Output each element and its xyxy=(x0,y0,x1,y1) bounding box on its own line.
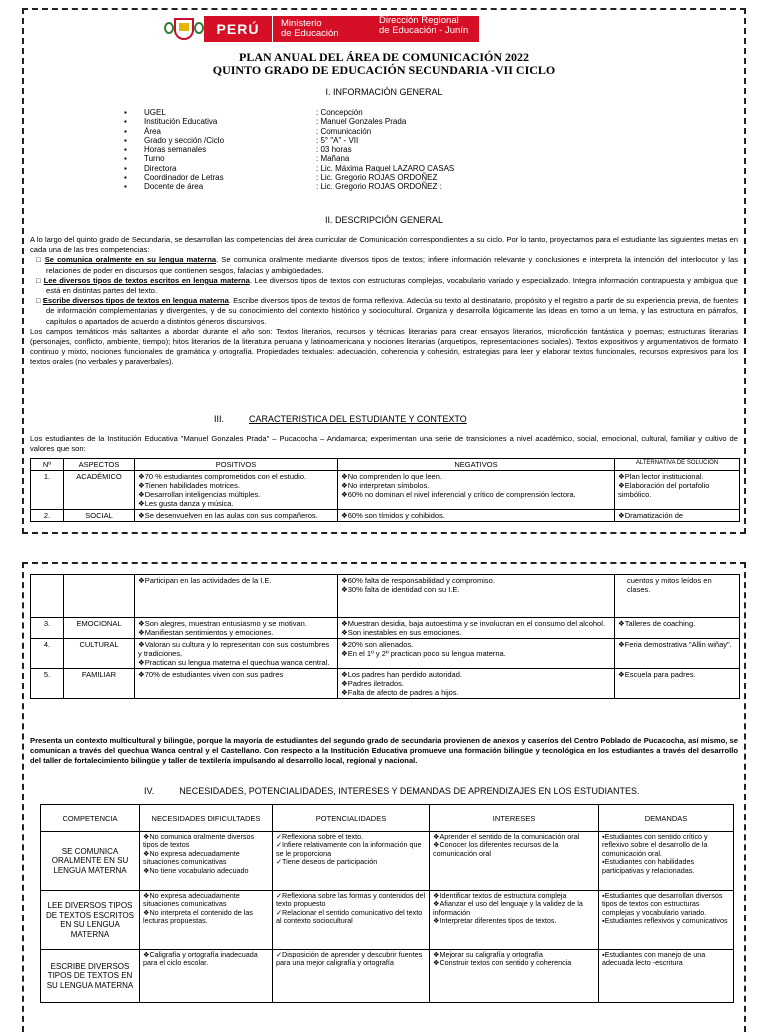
info-row xyxy=(124,145,454,154)
cell-item: ✓ Relacionar el sentido comunicativo del texto al contexto sociocultural xyxy=(276,909,426,926)
info-key: Área xyxy=(144,126,161,136)
row-number xyxy=(31,575,64,618)
solution-cell xyxy=(615,510,740,522)
multicultural-context: Presenta un contexto multicultural y bilingüe, porque la mayoría de estudiantes del segundo grado de secundaria provienen de anexos y caseríos del Centro Poblado de Pucacocha, así mismo, se comunican a través del quechua Wanca central y el Castellano. Con respecto a la Institución Educativa promueve una formación bilingüe y tecnológica en los estudiantes a través del desarrollo del taller de fortalecimiento bilingüe y taller de textilería impulsando al desarrollo local, regional y nacional. xyxy=(30,736,738,766)
cell-item: ❖ Identificar textos de estructura compleja xyxy=(433,892,595,900)
interests-cell xyxy=(430,832,599,891)
section-1-heading: I. INFORMACIÓN GENERAL xyxy=(325,87,443,97)
section-2-heading: II. DESCRIPCIÓN GENERAL xyxy=(324,215,444,225)
info-value: : Lic. Gregorio ROJAS ORDOÑEZ : xyxy=(316,182,442,192)
document-page-1 xyxy=(22,8,746,534)
cell-item: ❖ Talleres de coaching. xyxy=(618,619,736,628)
solution-cell: cuentos y mitos leídos en clases. xyxy=(615,575,740,618)
info-row xyxy=(124,117,454,126)
thematic-fields: Los campos temáticos más saltantes a abordar durante el año son: Textos literarios, recursos y técnicas literarias para crear ensayos literarios, microficción fantástica y poemas; estructuras literarias (personajes, conflicto, ambiente, tiempo); hitos literarios de la literatura peruana y latinoamericana y nociones literarias (arquetipos, representaciones sociales). Textos expositivos y argumentativos de formato continuo y mixto, nociones funcionales de gramática y ortografía. Propiedades textuales: adecuación, coherencia y cohesión, estrategias para leer y elaborar textos funcionales, recursos expresivos para los textos orales (no verbales y paraverbales). xyxy=(30,326,738,367)
bullet-icon: ▪ xyxy=(124,108,127,117)
info-value: : Lic. Máxima Raquel LAZARO CASAS xyxy=(316,163,455,173)
info-value: : Lic. Gregorio ROJAS ORDOÑEZ xyxy=(316,173,438,183)
cell-item: ❖ Mejorar su caligrafía y ortografía xyxy=(433,951,595,959)
info-key: UGEL xyxy=(144,108,166,117)
positives-cell xyxy=(135,669,338,699)
cell-item: ❖ Valoran su cultura y lo representan con sus costumbres y tradiciones. xyxy=(138,640,334,658)
cell-item: ❖ Construir textos con sentido y coherencia xyxy=(433,959,595,967)
row-number: 5. xyxy=(31,669,64,699)
solution-cell xyxy=(615,669,740,699)
info-row xyxy=(124,108,454,117)
cell-item: ❖ 70% de estudiantes viven con sus padres xyxy=(138,670,334,679)
row-number: 4. xyxy=(31,639,64,669)
col-demandas: DEMANDAS xyxy=(599,805,734,832)
cell-item: ❖ Elaboración del portafolio simbólico. xyxy=(618,481,736,499)
plan-title: PLAN ANUAL DEL ÁREA DE COMUNICACIÓN 2022 xyxy=(238,50,530,64)
info-row xyxy=(124,164,454,173)
positives-cell xyxy=(135,510,338,522)
negatives-cell xyxy=(338,639,615,669)
info-value: : Mañana xyxy=(316,154,350,164)
cell-item: ❖ Afianzar el uso del lenguaje y la validez de la información xyxy=(433,900,595,917)
col-alternativa: ALTERNATIVA DE SOLUCION xyxy=(615,459,740,471)
col-necesidades: NECESIDADES DIFICULTADES xyxy=(140,805,273,832)
demands-cell xyxy=(599,891,734,950)
row-number: 2. xyxy=(31,510,64,522)
demands-cell xyxy=(599,832,734,891)
needs-cell xyxy=(140,832,273,891)
cell-item: ❖ No expresa adecuadamente situaciones comunicativas xyxy=(143,850,269,867)
potentials-cell xyxy=(273,891,430,950)
cell-item: ❖ Caligrafía y ortografía inadecuada para el ciclo escolar. xyxy=(143,951,269,968)
row-number: 1. xyxy=(31,471,64,510)
cell-item: ✓ Tiene deseos de participación xyxy=(276,858,426,866)
cell-item: ❖ Los padres han perdido autoridad. xyxy=(341,670,611,679)
cell-item: ❖ Se desenvuelven en las aulas con sus compañeros. xyxy=(138,511,334,520)
aspect-name: ACADÉMICO xyxy=(64,471,135,510)
cell-item: ❖ Participan en las actividades de la I.E. xyxy=(138,576,334,585)
info-key: Horas semanales xyxy=(144,145,207,155)
negatives-cell xyxy=(338,471,615,510)
cell-item: ❖ Escuela para padres. xyxy=(618,670,736,679)
table-row xyxy=(31,471,740,510)
info-key: Turno xyxy=(144,154,165,164)
positives-cell xyxy=(135,618,338,639)
needs-cell xyxy=(140,891,273,950)
negatives-cell xyxy=(338,575,615,618)
cell-item: ❖ No interpreta el contenido de las lecturas propuestas. xyxy=(143,909,269,926)
cell-item: ❖ No expresa adecuadamente situaciones comunicativas xyxy=(143,892,269,909)
cell-item: ▪ Estudiantes con sentido crítico y reflexivo sobre el desarrollo de la comunicación oral. xyxy=(602,833,730,858)
document-page-2 xyxy=(22,562,746,1032)
peru-coat-of-arms-icon xyxy=(164,16,204,42)
cell-item: ❖ Aprender el sentido de la comunicación oral xyxy=(433,833,595,841)
cell-item: ✓ Reflexiona sobre el texto. xyxy=(276,833,426,841)
info-key: Grado y sección /Ciclo xyxy=(144,135,225,145)
positives-cell xyxy=(135,639,338,669)
table-row xyxy=(31,639,740,669)
cell-item: ❖ Muestran desidia, baja autoestima y se involucran en el consumo del alcohol. xyxy=(341,619,611,628)
cell-item: ❖ Dramatización de xyxy=(618,511,736,520)
info-row xyxy=(124,136,454,145)
cell-item: ❖ Practican su lengua materna el quechua wanca central. xyxy=(138,658,334,667)
col-n: Nº xyxy=(31,459,64,471)
col-positivos: POSITIVOS xyxy=(135,459,338,471)
competence-oral: □ Se comunica oralmente en su lengua materna. Se comunica oralmente mediante diversos tipos de textos; infiere información relevante y conclusiones e interpreta la intención del interlocutor y las relaciones de poder en discursos que contienen sesgos, falacias y ambigüedades. xyxy=(36,255,738,275)
cell-item: ✓ Reflexiona sobre las formas y contenidos del texto propuesto xyxy=(276,892,426,909)
cell-item: ❖ No comunica oralmente diversos tipos de textos xyxy=(143,833,269,850)
bullet-icon: ▪ xyxy=(124,173,127,183)
positives-cell xyxy=(135,575,338,618)
bullet-icon: ▪ xyxy=(124,154,127,164)
student-characteristics-table-continued xyxy=(30,574,740,699)
info-key: Institución Educativa xyxy=(144,117,218,127)
col-competencia: COMPETENCIA xyxy=(41,805,140,832)
page-gap xyxy=(0,536,768,560)
cell-item: ❖ 30% falta de identidad con su I.E. xyxy=(341,585,611,594)
cell-item: ❖ 70 % estudiantes comprometidos con el estudio. xyxy=(138,472,334,481)
table-row xyxy=(31,618,740,639)
negatives-cell xyxy=(338,618,615,639)
info-row xyxy=(124,127,454,136)
header-band xyxy=(164,16,479,42)
description-block xyxy=(30,235,738,368)
competence-name: LEE DIVERSOS TIPOS DE TEXTOS ESCRITOS EN SU LENGUA MATERNA xyxy=(41,891,140,950)
info-key: Docente de área xyxy=(144,182,204,192)
negatives-cell xyxy=(338,510,615,522)
needs-demands-table xyxy=(40,804,734,1003)
aspect-name: FAMILIAR xyxy=(64,669,135,699)
potentials-cell xyxy=(273,950,430,1003)
bullet-icon: ▪ xyxy=(124,117,127,127)
info-key: Directora xyxy=(144,163,177,173)
info-value: : Concepción xyxy=(316,108,363,117)
info-key: Coordinador de Letras xyxy=(144,173,224,183)
col-aspectos: ASPECTOS xyxy=(64,459,135,471)
cell-item: ▪ Estudiantes con habilidades participativas y relacionadas. xyxy=(602,858,730,875)
cell-item: ❖ Desarrollan inteligencias múltiples. xyxy=(138,490,334,499)
cell-item: ✓ Infiere relativamente con la información que se le proporciona xyxy=(276,841,426,858)
interests-cell xyxy=(430,950,599,1003)
info-value: : 5° "A" - VII xyxy=(316,135,359,145)
solution-cell xyxy=(615,639,740,669)
info-row xyxy=(124,182,454,191)
bullet-icon: ▪ xyxy=(124,145,127,155)
cell-item: ❖ No interpretan símbolos. xyxy=(341,481,611,490)
competence-lee: □ Lee diversos tipos de textos escritos en lengua materna. Lee diversos tipos de textos con estructuras complejas, vocabulario variado y especializado. Integra información contrapuesta y ambigua que está en distintas partes del texto. xyxy=(36,275,738,296)
potentials-cell xyxy=(273,832,430,891)
ministerio-label: Ministerio de Educación xyxy=(272,16,373,42)
cell-item: ❖ Feria demostrativa "Allin wiñay". xyxy=(618,640,736,649)
info-row xyxy=(124,173,454,182)
cell-item: ❖ Tienen habilidades motrices. xyxy=(138,481,334,490)
col-negativos: NEGATIVOS xyxy=(338,459,615,471)
cell-item: ❖ Padres iletrados. xyxy=(341,679,611,688)
cell-item: ❖ No tiene vocabulario adecuado xyxy=(143,867,269,875)
cell-item: ❖ Les gusta danza y música. xyxy=(138,499,334,508)
solution-cell xyxy=(615,471,740,510)
description-intro: A lo largo del quinto grado de Secundaria, se desarrollan las competencias del área curricular de Comunicación correspondientes a su ciclo. Por lo tanto, proyectamos para el estudiante las siguientes metas en cada una de las tres competencias: xyxy=(30,235,738,255)
competence-name: ESCRIBE DIVERSOS TIPOS DE TEXTOS EN SU LENGUA MATERNA xyxy=(41,950,140,1003)
table-row xyxy=(41,950,734,1003)
info-value: : Manuel Gonzales Prada xyxy=(316,117,407,127)
cell-item: ▪ Estudiantes reflexivos y comunicativos xyxy=(602,917,730,925)
aspect-name: SOCIAL xyxy=(64,510,135,522)
col-intereses: INTERESES xyxy=(430,805,599,832)
section-4-heading: IV. NECESIDADES, POTENCIALIDADES, INTERESES Y DEMANDAS DE APRENDIZAJES EN LOS ESTUDIANTES. xyxy=(144,786,640,796)
cell-item: ❖ Plan lector institucional. xyxy=(618,472,736,481)
peru-label: PERÚ xyxy=(204,16,272,42)
aspect-name: CULTURAL xyxy=(64,639,135,669)
cell-item: ❖ En el 1º y 2º practican poco su lengua materna. xyxy=(341,649,611,658)
cell-item: ▪ Estudiantes que desarrollan diversos tipos de textos con estructuras complejas y vocabulario variado. xyxy=(602,892,730,917)
row-number: 3. xyxy=(31,618,64,639)
cell-item: ❖ 60% no dominan el nivel inferencial y crítico de comprensión lectora. xyxy=(341,490,611,499)
direccion-regional-label: Dirección Regional de Educación - Junín xyxy=(373,16,479,42)
info-row xyxy=(124,154,454,163)
info-value: : Comunicación xyxy=(316,126,372,136)
cell-item: ❖ Son alegres, muestran entusiasmo y se motivan. xyxy=(138,619,334,628)
aspect-name xyxy=(64,575,135,618)
needs-cell xyxy=(140,950,273,1003)
general-info-list xyxy=(124,108,454,192)
table-row xyxy=(31,669,740,699)
cell-item: ✓ Disposición de aprender y descubrir fuentes para una mejor caligrafía y ortografía xyxy=(276,951,426,968)
cell-item: ❖ Manifiestan sentimientos y emociones. xyxy=(138,628,334,637)
cell-item: ❖ 60% son tímidos y cohibidos. xyxy=(341,511,611,520)
cell-item: ❖ Son inestables en sus emociones. xyxy=(341,628,611,637)
col-potencialidades: POTENCIALIDADES xyxy=(273,805,430,832)
cell-item: ❖ Conocer los diferentes recursos de la comunicación oral xyxy=(433,841,595,858)
negatives-cell xyxy=(338,669,615,699)
cell-item: ❖ Falta de afecto de padres a hijos. xyxy=(341,688,611,697)
section-3-heading: III. CARACTERISTICA DEL ESTUDIANTE Y CONTEXTO xyxy=(214,414,467,424)
bullet-icon: ▪ xyxy=(124,182,127,192)
interests-cell xyxy=(430,891,599,950)
cell-item: ❖ No comprenden lo que leen. xyxy=(341,472,611,481)
competence-name: SE COMUNICA ORALMENTE EN SU LENGUA MATERNA xyxy=(41,832,140,891)
cell-item: ❖ Interpretar diferentes tipos de textos. xyxy=(433,917,595,925)
table-row xyxy=(41,891,734,950)
demands-cell xyxy=(599,950,734,1003)
solution-cell xyxy=(615,618,740,639)
context-intro: Los estudiantes de la Institución Educativa "Manuel Gonzales Prada" – Pucacocha – Andamarca; experimentan una serie de transiciones a nivel académico, social, emocional, cultural, familiar y cultivo de valores que son: xyxy=(30,434,738,454)
cell-item: ❖ 60% falta de responsabilidad y compromiso. xyxy=(341,576,611,585)
positives-cell xyxy=(135,471,338,510)
competence-escribe: □ Escribe diversos tipos de textos en lengua materna. Escribe diversos tipos de textos de forma reflexiva. Adecúa su texto al destinatario, propósito y el registro a partir de su experiencia previa, de fuentes de información complementarias y divergentes, y de su conocimiento del contexto histórico y sociocultural. Organiza y desarrolla lógicamente las ideas en torno a un tema, y las estructura en párrafos, capítulos o apartados de acuerdo a distintos géneros discursivos. xyxy=(36,296,738,326)
bullet-icon: ▪ xyxy=(124,135,127,145)
student-characteristics-table xyxy=(30,458,740,522)
bullet-icon: ▪ xyxy=(124,126,127,136)
plan-subtitle: QUINTO GRADO DE EDUCACIÓN SECUNDARIA -VII CICLO xyxy=(212,63,556,77)
table-row xyxy=(41,832,734,891)
bullet-icon: ▪ xyxy=(124,163,127,173)
aspect-name: EMOCIONAL xyxy=(64,618,135,639)
cell-item: ▪ Estudiantes con manejo de una adecuada lecto -escritura xyxy=(602,951,730,968)
table-row xyxy=(31,510,740,522)
cell-item: ❖ 20% son alienados. xyxy=(341,640,611,649)
info-value: : 03 horas xyxy=(316,145,352,155)
table-row xyxy=(31,575,740,618)
